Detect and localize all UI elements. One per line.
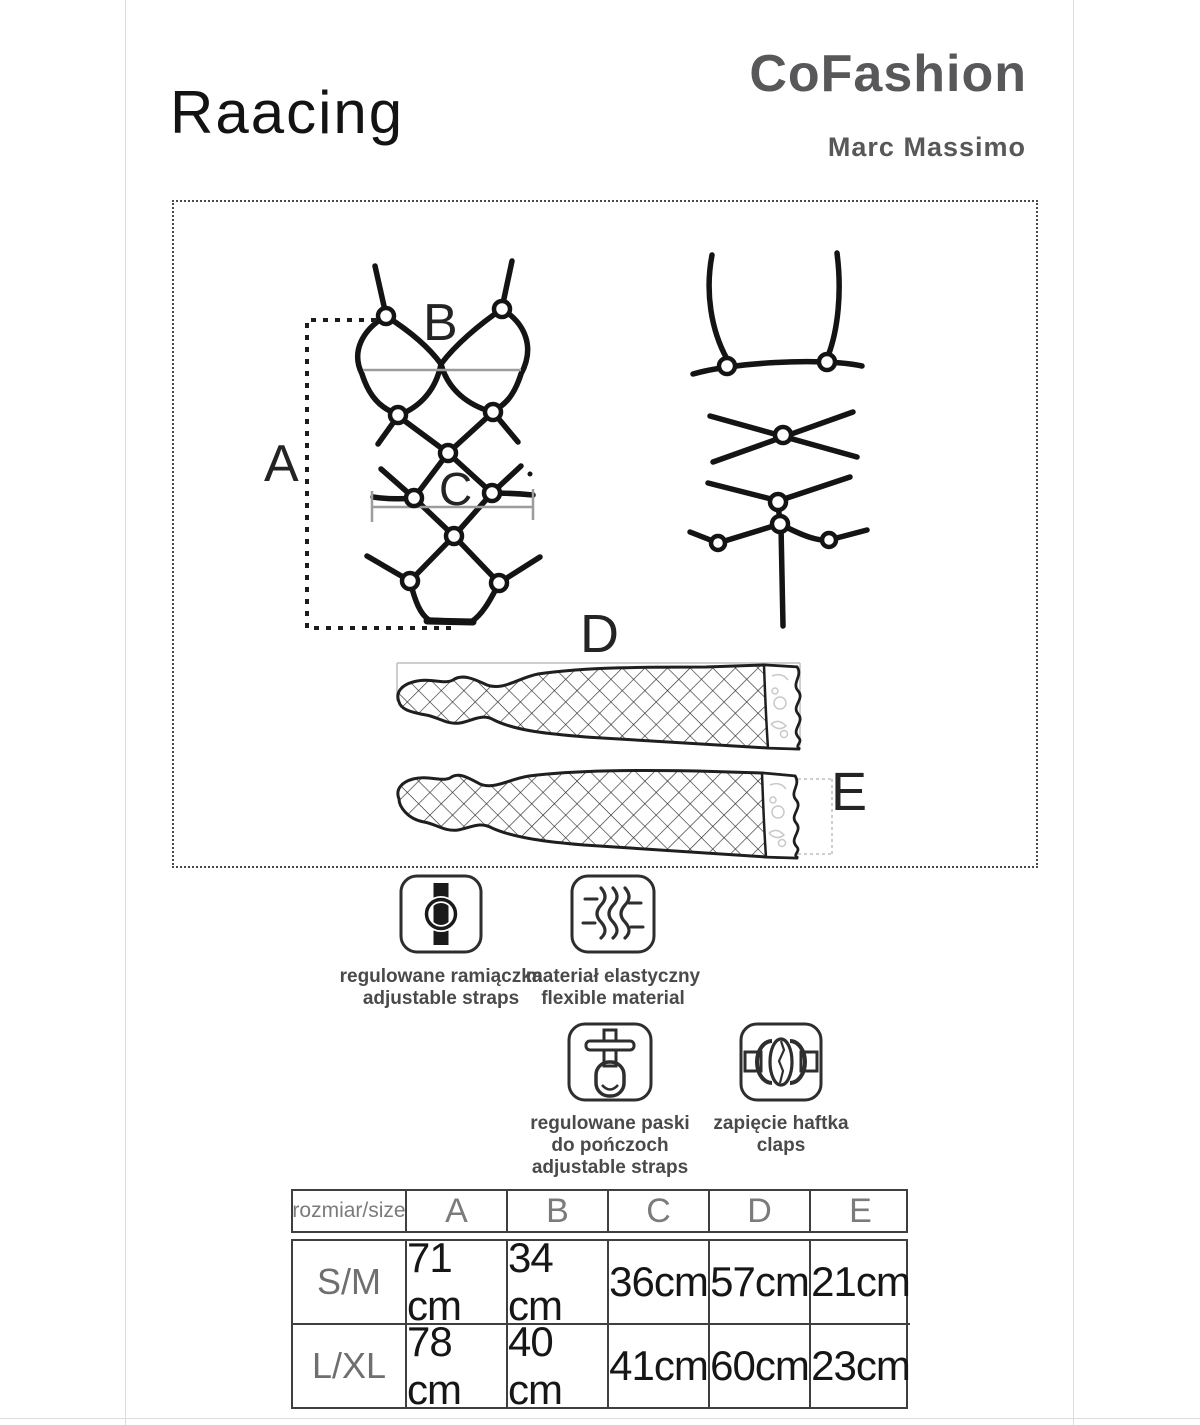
feature-caption-line: adjustable straps	[362, 988, 520, 1009]
feature-caption-line: claps	[756, 1135, 806, 1156]
feature-caption-clasp	[666, 1113, 896, 1157]
product-name: Raacing	[170, 79, 405, 146]
hook-clasp-icon	[741, 1024, 821, 1100]
size-table-col-b: B	[506, 1191, 607, 1231]
size-table-col-d: D	[708, 1191, 809, 1231]
size-value: 60cm	[708, 1323, 809, 1407]
size-table	[291, 1189, 910, 1413]
size-table-col-e: E	[809, 1191, 910, 1231]
size-value: 57cm	[708, 1241, 809, 1323]
size-value: 41cm	[607, 1323, 708, 1407]
size-value: 21cm	[809, 1241, 910, 1323]
brand-logo: CoFashion	[749, 45, 1027, 103]
feature-caption-line: do pończoch	[551, 1135, 669, 1156]
feature-caption-line: regulowane paski	[530, 1113, 690, 1134]
table-row	[293, 1234, 910, 1329]
size-table-col-c: C	[607, 1191, 708, 1231]
size-table-corner-label: rozmiar/size	[292, 1199, 406, 1222]
stocking-2-drawing	[398, 771, 798, 858]
measure-label-a: A	[264, 435, 299, 493]
size-table-header-row	[291, 1189, 908, 1233]
back-rings	[711, 354, 836, 550]
feature-caption-line: flexible material	[541, 988, 685, 1009]
size-label: L/XL	[293, 1323, 405, 1407]
flexible-material-icon	[572, 876, 654, 952]
size-table-col-a: A	[405, 1191, 506, 1231]
feature-caption-line: materiał elastyczny	[525, 966, 701, 987]
measure-e-lines	[798, 779, 832, 854]
measure-label-e: E	[831, 762, 868, 822]
size-label: S/M	[316, 1261, 381, 1302]
feature-caption-flexible-material	[498, 966, 728, 1010]
measure-label-b: B	[423, 294, 458, 352]
feature-caption-line: regulowane ramiączka	[339, 966, 543, 987]
size-value: 23cm	[809, 1323, 910, 1407]
size-value: 36cm	[607, 1241, 708, 1323]
designer-name: Marc Massimo	[827, 132, 1026, 162]
stocking-1-drawing	[398, 665, 800, 749]
feature-caption-line: adjustable straps	[531, 1157, 689, 1178]
garter-suspender-clip-icon	[569, 1024, 651, 1100]
table-row	[293, 1318, 910, 1413]
size-value: 40 cm	[506, 1323, 607, 1407]
measure-label-d: D	[580, 604, 619, 664]
size-value: 78 cm	[405, 1323, 506, 1407]
adjustable-strap-slider-icon	[401, 876, 481, 952]
feature-caption-line: zapięcie haftka	[713, 1113, 849, 1134]
size-value: 34 cm	[506, 1241, 607, 1323]
size-value: 71 cm	[405, 1241, 506, 1323]
measure-label-c: C	[439, 463, 473, 515]
size-table-body	[291, 1234, 910, 1413]
